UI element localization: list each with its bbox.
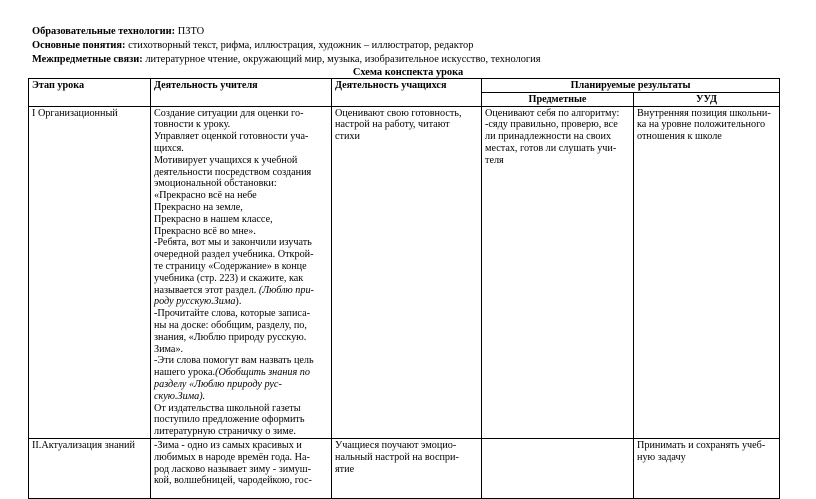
text-line: Прекрасно на земле,: [154, 201, 243, 213]
header-results: Планируемые результаты: [482, 79, 780, 93]
text-line: Оценивают свою готовность,: [335, 107, 462, 119]
header-stage: Этап урока: [29, 79, 151, 107]
text-line: -Ребята, вот мы и закончили изучать: [154, 237, 312, 249]
uud-cell: [634, 106, 780, 438]
teacher-cell: [151, 438, 332, 498]
text-line: ятие: [335, 463, 355, 475]
students-cell: [332, 438, 482, 498]
header-links: [32, 53, 541, 66]
text-line: Зима».: [154, 343, 184, 355]
text-line: [154, 367, 328, 379]
text-line: [154, 285, 328, 297]
text-line: учебника (стр. 223) и скажите, как: [154, 272, 304, 284]
links-value: литературное чтение, окружающий мир, музыка, изобразительное искусство, технология: [145, 54, 541, 65]
text-line: ны на доске: обобщим, разделу, по,: [154, 319, 307, 331]
text-run: ).: [235, 296, 242, 308]
text-line: литературную страничку о зиме.: [154, 426, 296, 438]
text-line: деятельности посредством создания: [154, 166, 312, 178]
text-line: ка на уровне положительного: [637, 119, 766, 131]
text-line: отношения к школе: [637, 131, 722, 143]
text-line: местах, готов ли слушать учи-: [485, 142, 617, 154]
header-students: Деятельность учащихся: [332, 79, 482, 107]
subject-results-cell: [482, 438, 634, 498]
technologies-label: Образовательные технологии:: [32, 26, 176, 37]
concepts-label: Основные понятия:: [32, 40, 126, 51]
text-run: называется этот раздел.: [154, 284, 257, 296]
text-line: Создание ситуации для оценки го-: [154, 107, 304, 119]
teacher-cell: [151, 106, 332, 438]
text-line: [154, 296, 328, 308]
text-line: разделу «Люблю природу рус-: [154, 378, 282, 390]
text-line: От издательства школьной газеты: [154, 402, 301, 414]
text-line: Учащиеся поучают эмоцио-: [335, 439, 457, 451]
header-uud: УУД: [634, 92, 780, 106]
links-label: Межпредметные связи:: [32, 54, 143, 65]
table-caption: Схема конспекта урока: [352, 67, 464, 78]
stage-cell: I Организационный: [29, 106, 151, 438]
header-technologies: [32, 25, 204, 38]
text-line: поступило предложение оформить: [154, 414, 305, 426]
table-row: [29, 106, 780, 438]
text-line: -Зима - одно из самых красивых и: [154, 439, 302, 451]
stage-cell: II.Актуализация знаний: [29, 438, 151, 498]
text-line: кой, волшебницей, чародейкою, гос-: [154, 475, 312, 487]
text-line: знания, «Люблю природу русскую.: [154, 331, 307, 343]
text-line: ную задачу: [637, 451, 686, 463]
text-line: -сяду правильно, проверю, все: [485, 119, 618, 131]
text-line: Прекрасно в нашем классе,: [154, 213, 273, 225]
text-line: стихи: [335, 131, 360, 143]
table-header-row: [29, 79, 780, 93]
text-line: очередной раздел учебника. Открой-: [154, 249, 314, 261]
text-line: Принимать и сохранять учеб-: [637, 439, 766, 451]
text-line: -Прочитайте слова, которые записа-: [154, 308, 310, 320]
text-line: -Эти слова помогут вам назвать цель: [154, 355, 314, 367]
italic-run: (Обобщить знания по: [215, 367, 310, 379]
uud-cell: [634, 438, 780, 498]
text-line: скую.Зима).: [154, 390, 206, 402]
text-line: настрой на работу, читают: [335, 119, 450, 131]
text-line: щихся.: [154, 142, 184, 154]
text-line: любимых в народе времён года. На-: [154, 451, 310, 463]
text-run: нашего урока.: [154, 367, 216, 379]
text-line: род ласково называет зиму - зимуш-: [154, 463, 311, 475]
students-cell: [332, 106, 482, 438]
text-line: Мотивирует учащихся к учебной: [154, 154, 298, 166]
text-line: эмоциональной обстановки:: [154, 178, 277, 190]
text-line: ли принадлежности на своих: [485, 131, 612, 143]
header-teacher: Деятельность учителя: [151, 79, 332, 107]
subject-results-cell: [482, 106, 634, 438]
table-row: [29, 438, 780, 498]
header-concepts: [32, 39, 473, 52]
lesson-plan-table: [28, 78, 780, 499]
concepts-value: стихотворный текст, рифма, иллюстрация, художник – иллюстратор, редактор: [128, 40, 474, 51]
text-line: товности к уроку.: [154, 119, 231, 131]
text-line: Прекрасно всё во мне».: [154, 225, 256, 237]
technologies-value: ПЗТО: [177, 26, 205, 37]
text-line: нальный настрой на воспри-: [335, 451, 459, 463]
italic-run: (Люблю при-: [258, 284, 314, 296]
text-line: Внутренняя позиция школьни-: [637, 107, 771, 119]
text-line: Управляет оценкой готовности уча-: [154, 131, 309, 143]
text-line: теля: [485, 154, 504, 166]
text-line: «Прекрасно всё на небе: [154, 190, 257, 202]
header-subject: Предметные: [482, 92, 634, 106]
italic-run: роду русскую.Зима: [154, 296, 236, 308]
text-line: те страницу «Содержание» в конце: [154, 260, 307, 272]
text-line: Оценивают себя по алгоритму:: [485, 107, 620, 119]
